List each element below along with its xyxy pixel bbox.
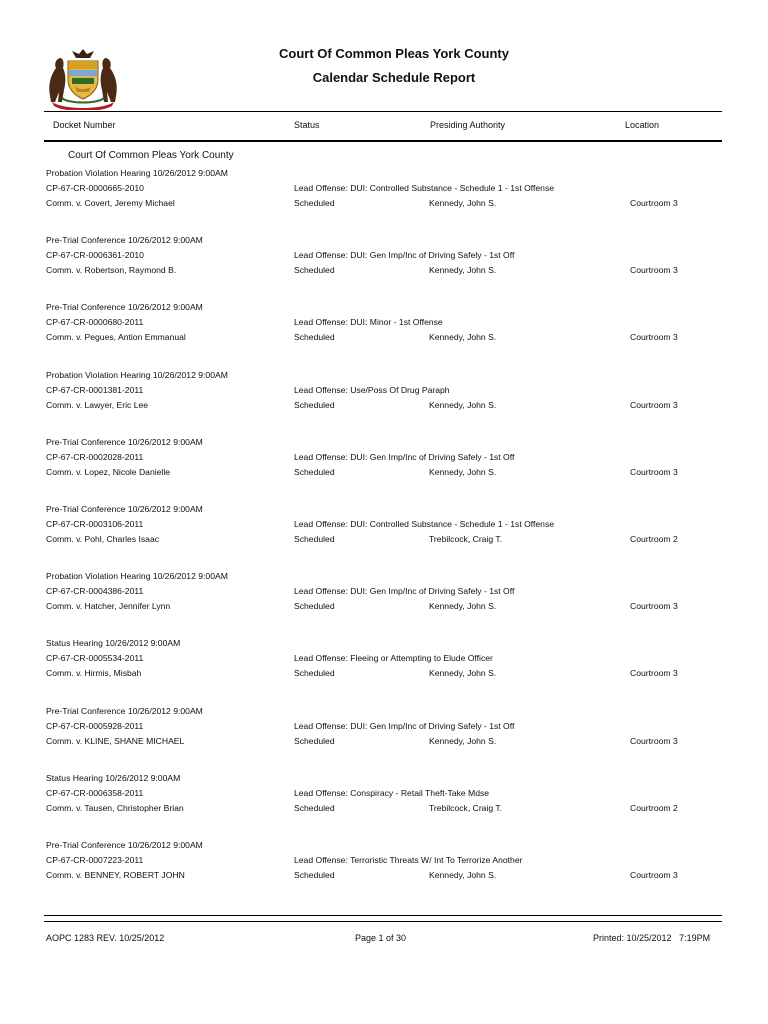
case-event: Probation Violation Hearing 10/26/2012 9:00AM bbox=[46, 370, 228, 380]
case-docket-number: CP-67-CR-0001381-2011 bbox=[46, 385, 144, 395]
case-entry bbox=[46, 168, 726, 218]
case-event: Pre-Trial Conference 10/26/2012 9:00AM bbox=[46, 504, 203, 514]
case-lead-offense: Lead Offense: Terroristic Threats W/ Int To Terrorize Another bbox=[294, 855, 523, 865]
case-caption: Comm. v. Pegues, Antion Emmanual bbox=[46, 332, 186, 342]
case-presiding-authority: Kennedy, John S. bbox=[429, 400, 497, 410]
case-event: Status Hearing 10/26/2012 9:00AM bbox=[46, 773, 181, 783]
case-lead-offense: Lead Offense: DUI: Controlled Substance - Schedule 1 - 1st Offense bbox=[294, 183, 555, 193]
case-entry bbox=[46, 437, 726, 487]
case-location: Courtroom 2 bbox=[630, 803, 678, 813]
case-status: Scheduled bbox=[294, 668, 335, 678]
case-docket-number: CP-67-CR-0003106-2011 bbox=[46, 519, 144, 529]
section-title: Court Of Common Pleas York County bbox=[68, 150, 234, 161]
case-location: Courtroom 3 bbox=[630, 400, 678, 410]
case-lead-offense: Lead Offense: Use/Poss Of Drug Paraph bbox=[294, 385, 450, 395]
case-presiding-authority: Kennedy, John S. bbox=[429, 736, 497, 746]
case-presiding-authority: Kennedy, John S. bbox=[429, 601, 497, 611]
header-bottom-rule bbox=[44, 140, 722, 142]
case-entry bbox=[46, 571, 726, 621]
case-docket-number: CP-67-CR-0000680-2011 bbox=[46, 317, 144, 327]
footer-rule-bottom bbox=[44, 921, 722, 922]
case-status: Scheduled bbox=[294, 534, 335, 544]
case-docket-number: CP-67-CR-0006358-2011 bbox=[46, 788, 144, 798]
case-presiding-authority: Kennedy, John S. bbox=[429, 467, 497, 477]
case-status: Scheduled bbox=[294, 467, 335, 477]
case-entry bbox=[46, 504, 726, 554]
case-presiding-authority: Trebilcock, Craig T. bbox=[429, 803, 503, 813]
case-lead-offense: Lead Offense: DUI: Gen Imp/Inc of Driving Safely - 1st Off bbox=[294, 452, 515, 462]
case-event: Status Hearing 10/26/2012 9:00AM bbox=[46, 638, 181, 648]
case-status: Scheduled bbox=[294, 265, 335, 275]
report-court-title: Court Of Common Pleas York County bbox=[279, 46, 509, 61]
column-header-authority: Presiding Authority bbox=[430, 120, 506, 130]
case-presiding-authority: Trebilcock, Craig T. bbox=[429, 534, 503, 544]
case-status: Scheduled bbox=[294, 870, 335, 880]
case-presiding-authority: Kennedy, John S. bbox=[429, 332, 497, 342]
case-caption: Comm. v. Robertson, Raymond B. bbox=[46, 265, 177, 275]
case-lead-offense: Lead Offense: DUI: Gen Imp/Inc of Driving Safely - 1st Off bbox=[294, 586, 515, 596]
column-header-location: Location bbox=[625, 120, 660, 130]
footer-rule-top bbox=[44, 915, 722, 916]
case-entry bbox=[46, 840, 726, 890]
case-event: Pre-Trial Conference 10/26/2012 9:00AM bbox=[46, 706, 203, 716]
column-header-docket: Docket Number bbox=[53, 120, 116, 130]
case-location: Courtroom 3 bbox=[630, 265, 678, 275]
case-docket-number: CP-67-CR-0002028-2011 bbox=[46, 452, 144, 462]
footer-form-number: AOPC 1283 REV. 10/25/2012 bbox=[46, 933, 165, 943]
case-event: Pre-Trial Conference 10/26/2012 9:00AM bbox=[46, 235, 203, 245]
case-event: Probation Violation Hearing 10/26/2012 9:00AM bbox=[46, 571, 228, 581]
case-lead-offense: Lead Offense: DUI: Minor - 1st Offense bbox=[294, 317, 443, 327]
case-entry bbox=[46, 638, 726, 688]
case-caption: Comm. v. Lawyer, Eric Lee bbox=[46, 400, 149, 410]
case-docket-number: CP-67-CR-0007223-2011 bbox=[46, 855, 144, 865]
case-caption: Comm. v. Pohl, Charles Isaac bbox=[46, 534, 160, 544]
case-entry bbox=[46, 706, 726, 756]
case-event: Pre-Trial Conference 10/26/2012 9:00AM bbox=[46, 302, 203, 312]
case-location: Courtroom 3 bbox=[630, 668, 678, 678]
case-docket-number: CP-67-CR-0004386-2011 bbox=[46, 586, 144, 596]
case-status: Scheduled bbox=[294, 198, 335, 208]
case-presiding-authority: Kennedy, John S. bbox=[429, 198, 497, 208]
case-location: Courtroom 3 bbox=[630, 736, 678, 746]
report-subtitle: Calendar Schedule Report bbox=[312, 70, 476, 85]
case-caption: Comm. v. Hirmis, Misbah bbox=[46, 668, 142, 678]
case-lead-offense: Lead Offense: Conspiracy - Retail Theft-Take Mdse bbox=[294, 788, 490, 798]
case-entry bbox=[46, 370, 726, 420]
case-status: Scheduled bbox=[294, 601, 335, 611]
case-event: Pre-Trial Conference 10/26/2012 9:00AM bbox=[46, 437, 203, 447]
case-entry bbox=[46, 773, 726, 823]
case-docket-number: CP-67-CR-0006361-2010 bbox=[46, 250, 144, 260]
case-lead-offense: Lead Offense: DUI: Gen Imp/Inc of Driving Safely - 1st Off bbox=[294, 250, 515, 260]
case-status: Scheduled bbox=[294, 736, 335, 746]
case-caption: Comm. v. Tausen, Christopher Brian bbox=[46, 803, 184, 813]
case-lead-offense: Lead Offense: DUI: Controlled Substance - Schedule 1 - 1st Offense bbox=[294, 519, 555, 529]
case-presiding-authority: Kennedy, John S. bbox=[429, 265, 497, 275]
case-docket-number: CP-67-CR-0005928-2011 bbox=[46, 721, 144, 731]
case-location: Courtroom 3 bbox=[630, 198, 678, 208]
case-caption: Comm. v. Lopez, Nicole Danielle bbox=[46, 467, 171, 477]
footer-printed-timestamp: Printed: 10/25/2012 7:19PM bbox=[593, 933, 711, 943]
case-location: Courtroom 3 bbox=[630, 601, 678, 611]
case-event: Pre-Trial Conference 10/26/2012 9:00AM bbox=[46, 840, 203, 850]
header-top-rule bbox=[44, 111, 722, 112]
case-caption: Comm. v. BENNEY, ROBERT JOHN bbox=[46, 870, 185, 880]
case-caption: Comm. v. KLINE, SHANE MICHAEL bbox=[46, 736, 185, 746]
case-lead-offense: Lead Offense: DUI: Gen Imp/Inc of Driving Safely - 1st Off bbox=[294, 721, 515, 731]
case-caption: Comm. v. Hatcher, Jennifer Lynn bbox=[46, 601, 171, 611]
case-docket-number: CP-67-CR-0000665-2010 bbox=[46, 183, 144, 193]
case-status: Scheduled bbox=[294, 400, 335, 410]
column-header-status: Status bbox=[294, 120, 320, 130]
case-event: Probation Violation Hearing 10/26/2012 9:00AM bbox=[46, 168, 228, 178]
case-location: Courtroom 3 bbox=[630, 332, 678, 342]
footer-page-number: Page 1 of 30 bbox=[355, 933, 407, 943]
case-entry bbox=[46, 302, 726, 352]
case-location: Courtroom 3 bbox=[630, 870, 678, 880]
case-entry bbox=[46, 235, 726, 285]
case-location: Courtroom 3 bbox=[630, 467, 678, 477]
case-docket-number: CP-67-CR-0005534-2011 bbox=[46, 653, 144, 663]
case-status: Scheduled bbox=[294, 332, 335, 342]
case-presiding-authority: Kennedy, John S. bbox=[429, 668, 497, 678]
case-location: Courtroom 2 bbox=[630, 534, 678, 544]
case-caption: Comm. v. Covert, Jeremy Michael bbox=[46, 198, 175, 208]
case-lead-offense: Lead Offense: Fleeing or Attempting to Elude Officer bbox=[294, 653, 493, 663]
case-presiding-authority: Kennedy, John S. bbox=[429, 870, 497, 880]
case-status: Scheduled bbox=[294, 803, 335, 813]
